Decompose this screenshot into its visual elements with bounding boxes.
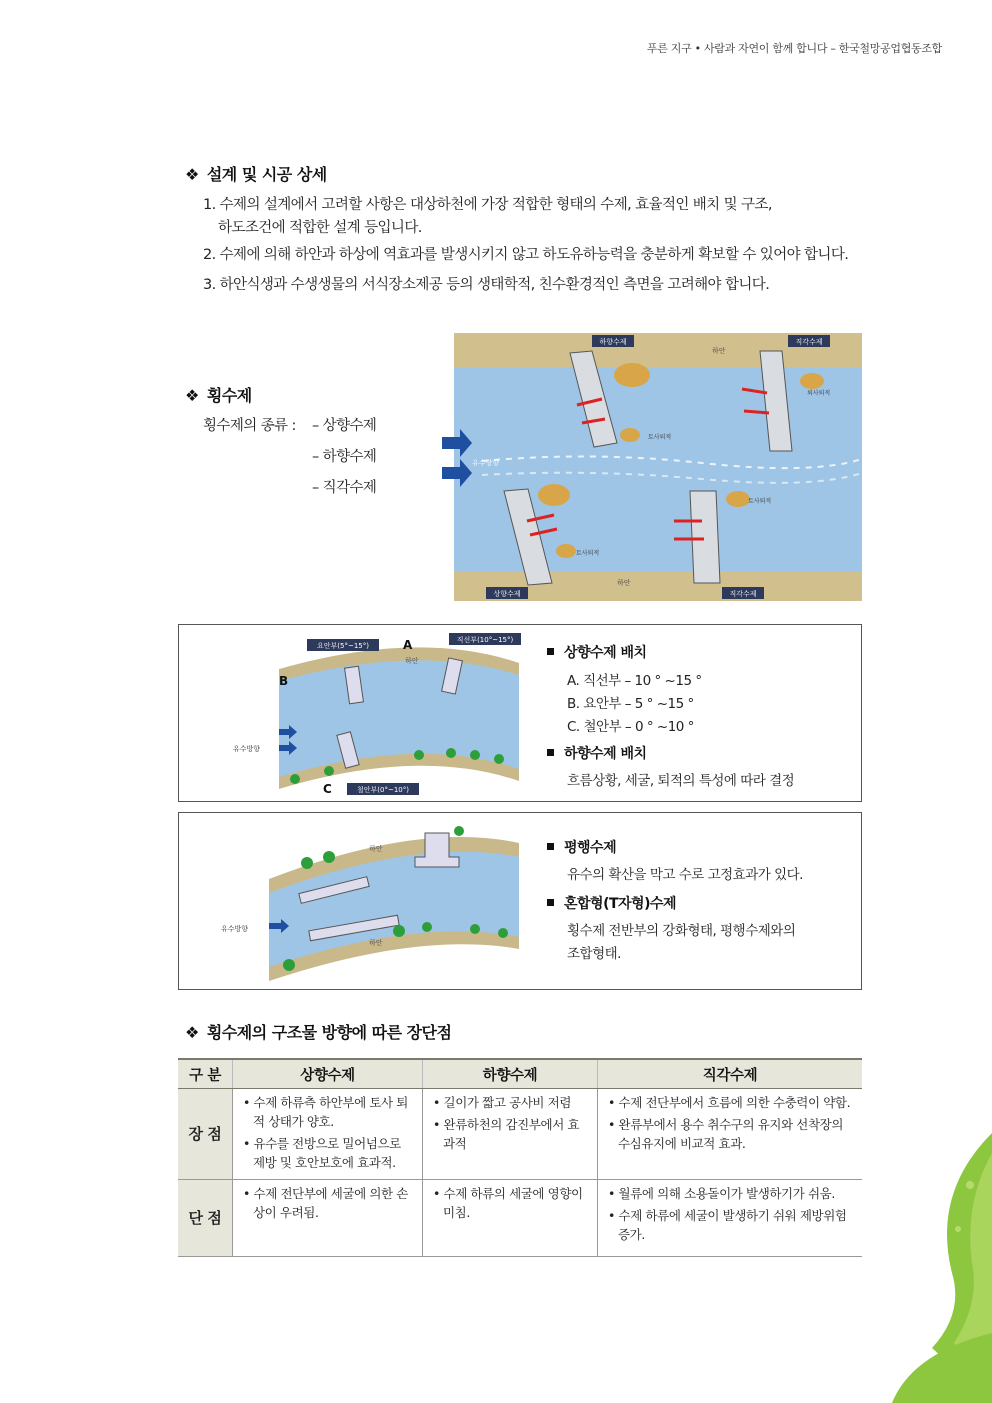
- sediment-deposit: [538, 484, 570, 506]
- square-bullet-icon: [547, 749, 554, 756]
- square-bullet-icon: [547, 648, 554, 655]
- table-cell: • 수제 전단부에서 흐름에 의한 수충력이 약함. • 완류부에서 용수 취수구의 유지와 선착장의 수심유지에 비교적 효과.: [598, 1089, 863, 1180]
- flow-label: 유수방향: [221, 925, 249, 933]
- design-item-2: 2. 수제에 의해 하안과 하상에 역효과를 발생시키지 않고 하도유하능력을 충분하게 확보할 수 있어야 합니다.: [203, 247, 849, 263]
- pros-section-title: ❖ 횡수제의 구조물 방향에 따른 장단점: [185, 1023, 452, 1042]
- design-item-1a: 1. 수제의 설계에서 고려할 사항은 대상하천에 가장 적합한 형태의 수제, 효율적인 배치 및 구조,: [203, 197, 772, 213]
- tag-top-right: 직각수제: [795, 338, 823, 346]
- tag-a1: 요안부(5°~15°): [317, 642, 369, 650]
- groyne-kind-3: – 직각수제: [312, 480, 377, 496]
- diamond-bullet-icon: ❖: [185, 386, 199, 405]
- river-groyne-figure: [442, 333, 862, 601]
- mixed-text-2: 조합형태.: [567, 946, 621, 962]
- downstream-layout-text: 흐름상황, 세굴, 퇴적의 특성에 따라 결정: [567, 773, 795, 789]
- tag-bottom-right: 직각수제: [729, 590, 757, 598]
- flow-label: 유수방향: [472, 459, 500, 467]
- label-c: C: [323, 782, 332, 796]
- sediment-label: 토사퇴적: [576, 550, 600, 557]
- bullet-mixed: 혼합형(T자형)수제: [547, 893, 676, 913]
- sediment-deposit: [556, 544, 576, 558]
- table-cell: • 수제 전단부에 세굴에 의한 손상이 우려됨.: [233, 1180, 423, 1257]
- table-row: [178, 1180, 862, 1257]
- sediment-deposit: [726, 491, 750, 507]
- angle-item-b: B. 요안부 – 5 ° ~15 °: [567, 696, 694, 712]
- square-bullet-icon: [547, 843, 554, 850]
- groyne-kind-2: – 하향수제: [312, 449, 377, 465]
- table-header: 직각수제: [598, 1059, 863, 1089]
- sediment-deposit: [620, 428, 640, 442]
- label-a: A: [403, 638, 413, 652]
- bullet-downstream-layout: 하향수제 배치: [547, 743, 647, 763]
- table-header: 구 분: [178, 1059, 233, 1089]
- parallel-text: 유수의 확산을 막고 수로 고정효과가 있다.: [567, 867, 803, 883]
- bank-label: 하안: [712, 347, 726, 355]
- bullet-upstream-layout: 상향수제 배치: [547, 642, 647, 662]
- label-b: B: [279, 674, 289, 688]
- table-header-row: [178, 1059, 862, 1089]
- design-item-3: 3. 하안식생과 수생생물의 서식장소제공 등의 생태학적, 친수환경적인 측면을 고려해야 합니다.: [203, 277, 770, 293]
- diamond-bullet-icon: ❖: [185, 1023, 199, 1042]
- mixed-text-1: 횡수제 전반부의 강화형태, 평행수제와의: [567, 923, 796, 939]
- sediment-deposit: [800, 373, 824, 389]
- groyne-structure: [690, 491, 720, 583]
- tag-c: 철안부(0°~10°): [357, 786, 409, 794]
- groyne-kind-1: – 상향수제: [312, 418, 377, 434]
- tag-a2: 직선부(10°~15°): [456, 636, 514, 644]
- parallel-layout-figure: [219, 819, 539, 985]
- bank-label: 하안: [405, 657, 419, 665]
- bank-label: 하안: [369, 939, 383, 947]
- tag-bottom-left: 상향수제: [493, 590, 521, 598]
- groyne-section-title: ❖ 횡수제: [185, 386, 252, 405]
- table-cell: • 수제 하류측 하안부에 토사 퇴적 상태가 양호. • 유수를 전방으로 밀어넘으로 제방 및 호안보호에 효과적.: [233, 1089, 423, 1180]
- angle-item-a: A. 직선부 – 10 ° ~15 °: [567, 673, 702, 689]
- sediment-label: 퇴사퇴적: [807, 390, 831, 397]
- table-row: [178, 1089, 862, 1180]
- table-cell: • 월류에 의해 소용돌이가 발생하기가 쉬움. • 수제 하류에 세굴이 발생하기 쉬워 제방위험 증가.: [598, 1180, 863, 1257]
- river-water: [454, 367, 862, 571]
- flow-label: 유수방향: [233, 745, 261, 753]
- square-bullet-icon: [547, 899, 554, 906]
- running-header: 푸른 지구 • 사람과 자연이 함께 합니다 – 한국철망공업협동조합: [646, 42, 942, 55]
- design-item-1b: 하도조건에 적합한 설계 등입니다.: [218, 220, 422, 236]
- tag-top-left: 하향수제: [599, 338, 627, 346]
- bank-label: 하안: [617, 579, 631, 587]
- sediment-label: 토사퇴적: [648, 434, 672, 441]
- table-cell: • 수제 하류의 세굴에 영향이 미침.: [423, 1180, 598, 1257]
- page-number: 55: [898, 1318, 940, 1353]
- design-section-title: ❖ 설계 및 시공 상세: [185, 165, 327, 184]
- parallel-groyne-box: [178, 812, 862, 990]
- table-cell: • 길이가 짧고 공사비 저렴 • 완류하천의 감진부에서 효과적: [423, 1089, 598, 1180]
- sediment-deposit: [614, 363, 650, 387]
- bank-label: 하안: [369, 845, 383, 853]
- bullet-parallel: 평행수제: [547, 837, 616, 857]
- upstream-groyne-box: [178, 624, 862, 802]
- table-header: 상향수제: [233, 1059, 423, 1089]
- diamond-bullet-icon: ❖: [185, 165, 199, 184]
- upstream-layout-figure: [219, 629, 539, 799]
- leaf-decoration-icon: [872, 1133, 992, 1403]
- groyne-kinds-label: 횡수제의 종류 :: [203, 418, 296, 434]
- pros-cons-table: [178, 1058, 862, 1257]
- table-header: 하향수제: [423, 1059, 598, 1089]
- sediment-label: 토사퇴적: [748, 498, 772, 505]
- row-header: 장 점: [178, 1089, 233, 1180]
- row-header: 단 점: [178, 1180, 233, 1257]
- angle-item-c: C. 철안부 – 0 ° ~10 °: [567, 719, 694, 735]
